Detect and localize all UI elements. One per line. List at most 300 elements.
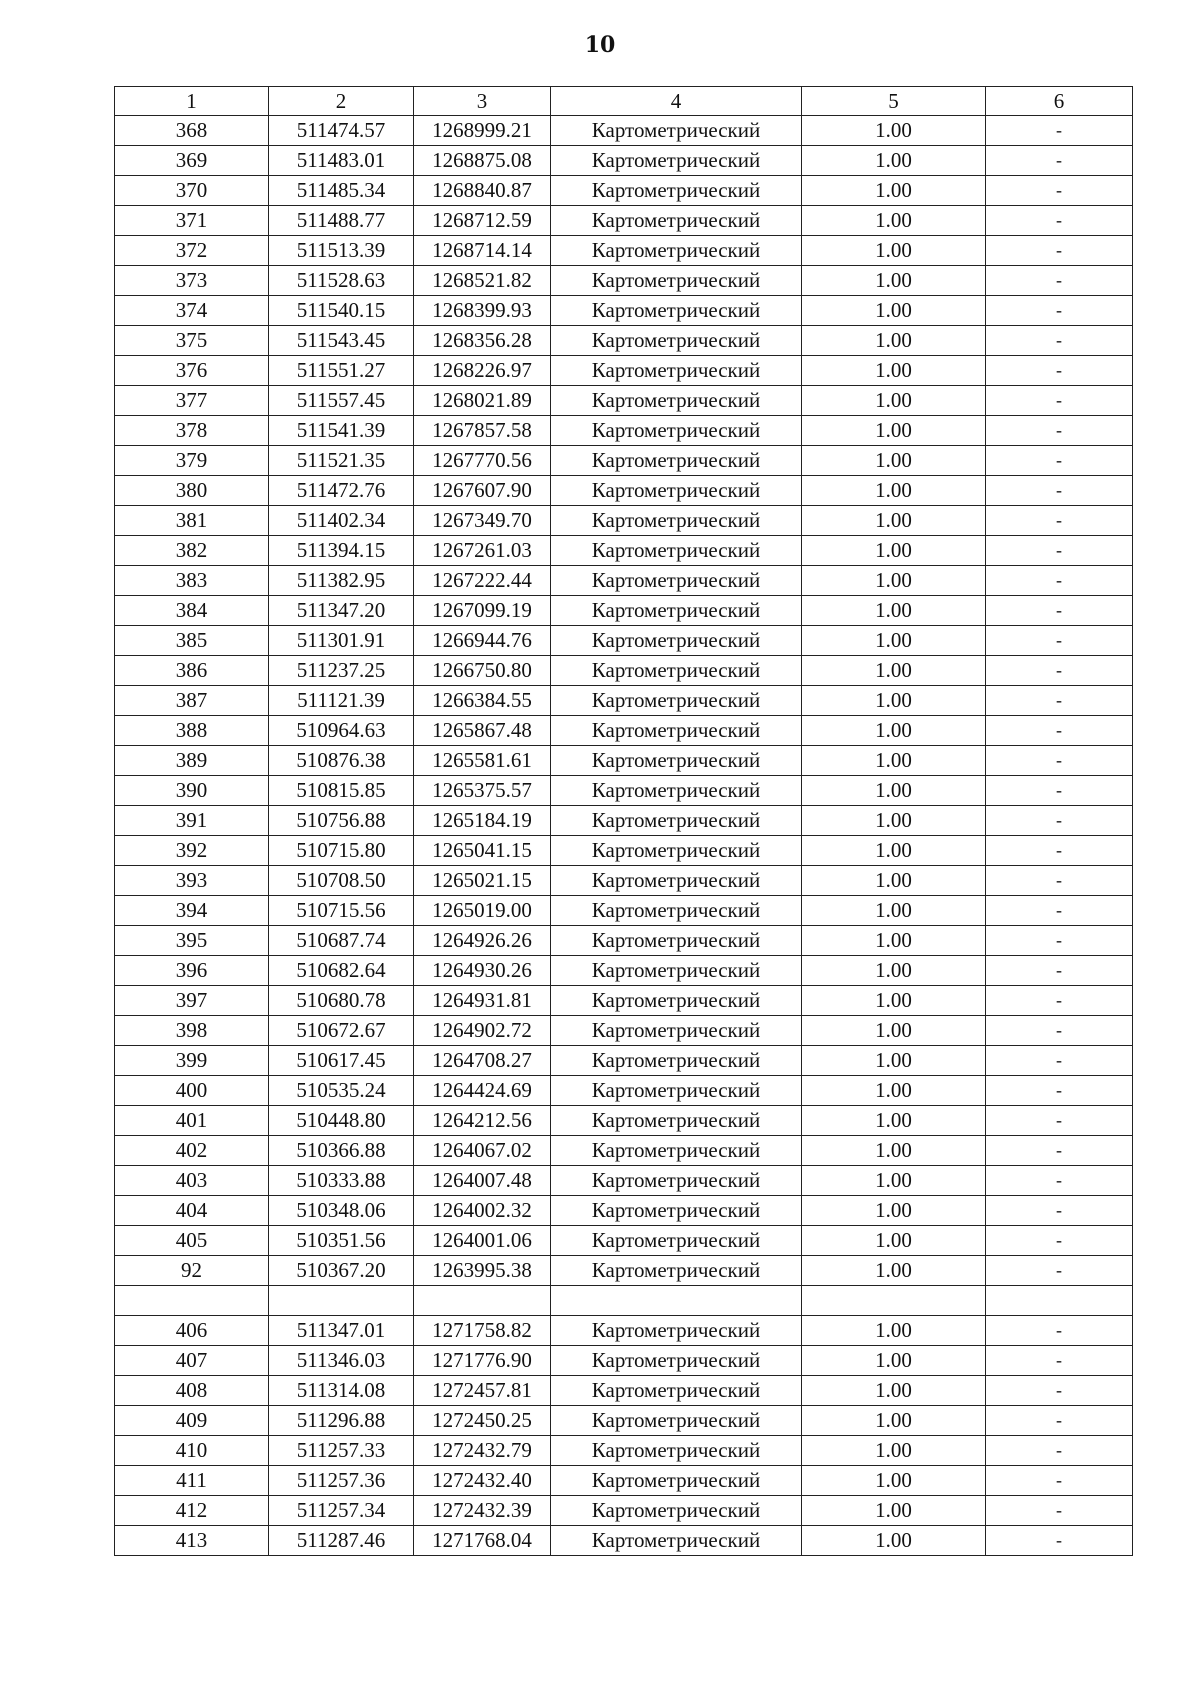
description-cell: -: [986, 896, 1133, 926]
description-cell: -: [986, 296, 1133, 326]
y-coordinate-cell: 1267607.90: [414, 476, 551, 506]
description-cell: -: [986, 746, 1133, 776]
column-header: 6: [986, 87, 1133, 116]
accuracy-cell: 1.00: [802, 986, 986, 1016]
table-row: [115, 1436, 1133, 1466]
x-coordinate-cell: 510964.63: [269, 716, 414, 746]
x-coordinate-cell: 511257.34: [269, 1496, 414, 1526]
accuracy-cell: 1.00: [802, 506, 986, 536]
method-cell: Картометрический: [551, 266, 802, 296]
x-coordinate-cell: 510448.80: [269, 1106, 414, 1136]
method-cell: Картометрический: [551, 566, 802, 596]
accuracy-cell: 1.00: [802, 1496, 986, 1526]
x-coordinate-cell: 511257.33: [269, 1436, 414, 1466]
point-number-cell: 409: [115, 1406, 269, 1436]
description-cell: -: [986, 956, 1133, 986]
y-coordinate-cell: 1264007.48: [414, 1166, 551, 1196]
method-cell: Картометрический: [551, 716, 802, 746]
accuracy-cell: 1.00: [802, 1076, 986, 1106]
x-coordinate-cell: 510617.45: [269, 1046, 414, 1076]
y-coordinate-cell: 1271758.82: [414, 1316, 551, 1346]
y-coordinate-cell: 1267261.03: [414, 536, 551, 566]
description-cell: -: [986, 146, 1133, 176]
accuracy-cell: 1.00: [802, 146, 986, 176]
point-number-cell: 401: [115, 1106, 269, 1136]
method-cell: Картометрический: [551, 446, 802, 476]
y-coordinate-cell: 1264902.72: [414, 1016, 551, 1046]
table-row: [115, 806, 1133, 836]
table-row: [115, 416, 1133, 446]
x-coordinate-cell: 510348.06: [269, 1196, 414, 1226]
accuracy-cell: 1.00: [802, 386, 986, 416]
point-number-cell: 370: [115, 176, 269, 206]
method-cell: Картометрический: [551, 1436, 802, 1466]
accuracy-cell: 1.00: [802, 806, 986, 836]
y-coordinate-cell: 1265019.00: [414, 896, 551, 926]
description-cell: -: [986, 476, 1133, 506]
x-coordinate-cell: 511485.34: [269, 176, 414, 206]
point-number-cell: 381: [115, 506, 269, 536]
x-coordinate-cell: 511402.34: [269, 506, 414, 536]
y-coordinate-cell: 1264931.81: [414, 986, 551, 1016]
point-number-cell: 397: [115, 986, 269, 1016]
point-number-cell: 395: [115, 926, 269, 956]
accuracy-cell: 1.00: [802, 956, 986, 986]
y-coordinate-cell: 1268714.14: [414, 236, 551, 266]
y-coordinate-cell: 1264930.26: [414, 956, 551, 986]
y-coordinate-cell: 1272432.39: [414, 1496, 551, 1526]
description-cell: -: [986, 416, 1133, 446]
y-coordinate-cell: 1267349.70: [414, 506, 551, 536]
point-number-cell: 404: [115, 1196, 269, 1226]
point-number-cell: 407: [115, 1346, 269, 1376]
y-coordinate-cell: 1272432.40: [414, 1466, 551, 1496]
accuracy-cell: 1.00: [802, 1316, 986, 1346]
description-cell: -: [986, 236, 1133, 266]
table-row: [115, 566, 1133, 596]
description-cell: -: [986, 1196, 1133, 1226]
point-number-cell: 389: [115, 746, 269, 776]
description-cell: -: [986, 176, 1133, 206]
accuracy-cell: 1.00: [802, 1136, 986, 1166]
method-cell: Картометрический: [551, 1406, 802, 1436]
y-coordinate-cell: 1264708.27: [414, 1046, 551, 1076]
y-coordinate-cell: [414, 1286, 551, 1316]
accuracy-cell: 1.00: [802, 536, 986, 566]
accuracy-cell: 1.00: [802, 566, 986, 596]
x-coordinate-cell: 510876.38: [269, 746, 414, 776]
accuracy-cell: 1.00: [802, 686, 986, 716]
x-coordinate-cell: 510535.24: [269, 1076, 414, 1106]
method-cell: Картометрический: [551, 776, 802, 806]
x-coordinate-cell: 511483.01: [269, 146, 414, 176]
table-row: [115, 476, 1133, 506]
point-number-cell: 378: [115, 416, 269, 446]
table-row: [115, 176, 1133, 206]
table-row: [115, 1466, 1133, 1496]
description-cell: -: [986, 446, 1133, 476]
point-number-cell: 410: [115, 1436, 269, 1466]
method-cell: Картометрический: [551, 1166, 802, 1196]
method-cell: Картометрический: [551, 686, 802, 716]
accuracy-cell: 1.00: [802, 776, 986, 806]
accuracy-cell: 1.00: [802, 446, 986, 476]
point-number-cell: 396: [115, 956, 269, 986]
accuracy-cell: 1.00: [802, 716, 986, 746]
y-coordinate-cell: 1264212.56: [414, 1106, 551, 1136]
method-cell: Картометрический: [551, 236, 802, 266]
x-coordinate-cell: 511296.88: [269, 1406, 414, 1436]
method-cell: Картометрический: [551, 1106, 802, 1136]
accuracy-cell: 1.00: [802, 1466, 986, 1496]
method-cell: Картометрический: [551, 116, 802, 146]
x-coordinate-cell: 510687.74: [269, 926, 414, 956]
point-number-cell: 399: [115, 1046, 269, 1076]
y-coordinate-cell: 1267770.56: [414, 446, 551, 476]
point-number-cell: 413: [115, 1526, 269, 1556]
table-row: [115, 866, 1133, 896]
point-number-cell: 377: [115, 386, 269, 416]
table-row: [115, 986, 1133, 1016]
point-number-cell: 375: [115, 326, 269, 356]
y-coordinate-cell: 1265021.15: [414, 866, 551, 896]
y-coordinate-cell: 1268840.87: [414, 176, 551, 206]
point-number-cell: 368: [115, 116, 269, 146]
x-coordinate-cell: 510351.56: [269, 1226, 414, 1256]
description-cell: -: [986, 566, 1133, 596]
x-coordinate-cell: 510333.88: [269, 1166, 414, 1196]
x-coordinate-cell: 511287.46: [269, 1526, 414, 1556]
point-number-cell: 371: [115, 206, 269, 236]
point-number-cell: 412: [115, 1496, 269, 1526]
accuracy-cell: 1.00: [802, 866, 986, 896]
point-number-cell: 411: [115, 1466, 269, 1496]
method-cell: Картометрический: [551, 596, 802, 626]
point-number-cell: 393: [115, 866, 269, 896]
column-header: 4: [551, 87, 802, 116]
point-number-cell: 384: [115, 596, 269, 626]
description-cell: -: [986, 266, 1133, 296]
table-row: [115, 1526, 1133, 1556]
table-row: [115, 506, 1133, 536]
description-cell: -: [986, 776, 1133, 806]
y-coordinate-cell: 1264424.69: [414, 1076, 551, 1106]
accuracy-cell: 1.00: [802, 266, 986, 296]
description-cell: -: [986, 1496, 1133, 1526]
accuracy-cell: 1.00: [802, 356, 986, 386]
x-coordinate-cell: 510756.88: [269, 806, 414, 836]
description-cell: -: [986, 1376, 1133, 1406]
accuracy-cell: 1.00: [802, 746, 986, 776]
point-number-cell: 376: [115, 356, 269, 386]
y-coordinate-cell: 1266750.80: [414, 656, 551, 686]
accuracy-cell: 1.00: [802, 1526, 986, 1556]
accuracy-cell: [802, 1286, 986, 1316]
point-number-cell: 383: [115, 566, 269, 596]
column-header: 1: [115, 87, 269, 116]
table-row: [115, 1346, 1133, 1376]
x-coordinate-cell: 510815.85: [269, 776, 414, 806]
method-cell: Картометрический: [551, 1466, 802, 1496]
x-coordinate-cell: 511474.57: [269, 116, 414, 146]
description-cell: -: [986, 116, 1133, 146]
table-row: [115, 836, 1133, 866]
coordinates-table: [114, 86, 1133, 1556]
point-number-cell: 92: [115, 1256, 269, 1286]
method-cell: Картометрический: [551, 1376, 802, 1406]
point-number-cell: 372: [115, 236, 269, 266]
table-row: [115, 1286, 1133, 1316]
method-cell: Картометрический: [551, 1046, 802, 1076]
point-number-cell: 391: [115, 806, 269, 836]
point-number-cell: 374: [115, 296, 269, 326]
method-cell: Картометрический: [551, 1256, 802, 1286]
method-cell: Картометрический: [551, 206, 802, 236]
method-cell: Картометрический: [551, 1526, 802, 1556]
table-row: [115, 716, 1133, 746]
point-number-cell: 398: [115, 1016, 269, 1046]
y-coordinate-cell: 1267099.19: [414, 596, 551, 626]
method-cell: [551, 1286, 802, 1316]
table-row: [115, 206, 1133, 236]
table-row: [115, 1196, 1133, 1226]
method-cell: Картометрический: [551, 896, 802, 926]
method-cell: Картометрический: [551, 1196, 802, 1226]
y-coordinate-cell: 1265581.61: [414, 746, 551, 776]
accuracy-cell: 1.00: [802, 1166, 986, 1196]
table-row: [115, 656, 1133, 686]
table-row: [115, 776, 1133, 806]
method-cell: Картометрический: [551, 536, 802, 566]
y-coordinate-cell: 1263995.38: [414, 1256, 551, 1286]
method-cell: Картометрический: [551, 356, 802, 386]
table-row: [115, 686, 1133, 716]
y-coordinate-cell: 1265867.48: [414, 716, 551, 746]
point-number-cell: 369: [115, 146, 269, 176]
description-cell: -: [986, 1226, 1133, 1256]
description-cell: -: [986, 1346, 1133, 1376]
x-coordinate-cell: 511557.45: [269, 386, 414, 416]
table-row: [115, 1046, 1133, 1076]
method-cell: Картометрический: [551, 626, 802, 656]
x-coordinate-cell: 510672.67: [269, 1016, 414, 1046]
y-coordinate-cell: 1268712.59: [414, 206, 551, 236]
x-coordinate-cell: [269, 1286, 414, 1316]
table-row: [115, 536, 1133, 566]
method-cell: Картометрический: [551, 956, 802, 986]
table-row: [115, 1376, 1133, 1406]
y-coordinate-cell: 1264926.26: [414, 926, 551, 956]
x-coordinate-cell: 510715.80: [269, 836, 414, 866]
table-row: [115, 296, 1133, 326]
point-number-cell: 402: [115, 1136, 269, 1166]
accuracy-cell: 1.00: [802, 416, 986, 446]
y-coordinate-cell: 1272432.79: [414, 1436, 551, 1466]
point-number-cell: 388: [115, 716, 269, 746]
x-coordinate-cell: 511543.45: [269, 326, 414, 356]
description-cell: -: [986, 626, 1133, 656]
method-cell: Картометрический: [551, 1016, 802, 1046]
table-row: [115, 446, 1133, 476]
accuracy-cell: 1.00: [802, 116, 986, 146]
accuracy-cell: 1.00: [802, 1016, 986, 1046]
description-cell: -: [986, 1076, 1133, 1106]
method-cell: Картометрический: [551, 506, 802, 536]
x-coordinate-cell: 510682.64: [269, 956, 414, 986]
accuracy-cell: 1.00: [802, 1346, 986, 1376]
description-cell: -: [986, 716, 1133, 746]
x-coordinate-cell: 511121.39: [269, 686, 414, 716]
method-cell: Картометрический: [551, 476, 802, 506]
table-row: [115, 386, 1133, 416]
accuracy-cell: 1.00: [802, 476, 986, 506]
point-number-cell: 385: [115, 626, 269, 656]
y-coordinate-cell: 1267857.58: [414, 416, 551, 446]
x-coordinate-cell: 511521.35: [269, 446, 414, 476]
table-row: [115, 956, 1133, 986]
table-row: [115, 926, 1133, 956]
method-cell: Картометрический: [551, 746, 802, 776]
accuracy-cell: 1.00: [802, 176, 986, 206]
accuracy-cell: 1.00: [802, 1106, 986, 1136]
point-number-cell: 406: [115, 1316, 269, 1346]
point-number-cell: 392: [115, 836, 269, 866]
x-coordinate-cell: 511237.25: [269, 656, 414, 686]
y-coordinate-cell: 1264001.06: [414, 1226, 551, 1256]
method-cell: Картометрический: [551, 296, 802, 326]
method-cell: Картометрический: [551, 176, 802, 206]
table-body: [115, 116, 1133, 1556]
description-cell: -: [986, 1256, 1133, 1286]
accuracy-cell: 1.00: [802, 1406, 986, 1436]
method-cell: Картометрический: [551, 326, 802, 356]
x-coordinate-cell: 511513.39: [269, 236, 414, 266]
description-cell: -: [986, 686, 1133, 716]
point-number-cell: 382: [115, 536, 269, 566]
accuracy-cell: 1.00: [802, 296, 986, 326]
x-coordinate-cell: 510680.78: [269, 986, 414, 1016]
y-coordinate-cell: 1265375.57: [414, 776, 551, 806]
method-cell: Картометрический: [551, 1076, 802, 1106]
description-cell: -: [986, 656, 1133, 686]
x-coordinate-cell: 511346.03: [269, 1346, 414, 1376]
y-coordinate-cell: 1268999.21: [414, 116, 551, 146]
table-row: [115, 1496, 1133, 1526]
accuracy-cell: 1.00: [802, 656, 986, 686]
point-number-cell: 373: [115, 266, 269, 296]
x-coordinate-cell: 510366.88: [269, 1136, 414, 1166]
column-header: 2: [269, 87, 414, 116]
description-cell: -: [986, 1466, 1133, 1496]
table-row: [115, 1406, 1133, 1436]
description-cell: -: [986, 596, 1133, 626]
x-coordinate-cell: 511472.76: [269, 476, 414, 506]
x-coordinate-cell: 511314.08: [269, 1376, 414, 1406]
description-cell: -: [986, 836, 1133, 866]
y-coordinate-cell: 1265041.15: [414, 836, 551, 866]
point-number-cell: 408: [115, 1376, 269, 1406]
y-coordinate-cell: 1268021.89: [414, 386, 551, 416]
table-row: [115, 236, 1133, 266]
method-cell: Картометрический: [551, 926, 802, 956]
y-coordinate-cell: 1268875.08: [414, 146, 551, 176]
point-number-cell: 403: [115, 1166, 269, 1196]
description-cell: -: [986, 926, 1133, 956]
description-cell: -: [986, 1136, 1133, 1166]
table-row: [115, 1256, 1133, 1286]
method-cell: Картометрический: [551, 986, 802, 1016]
accuracy-cell: 1.00: [802, 1436, 986, 1466]
y-coordinate-cell: 1271768.04: [414, 1526, 551, 1556]
column-header: 3: [414, 87, 551, 116]
y-coordinate-cell: 1264002.32: [414, 1196, 551, 1226]
method-cell: Картометрический: [551, 386, 802, 416]
point-number-cell: 386: [115, 656, 269, 686]
y-coordinate-cell: 1267222.44: [414, 566, 551, 596]
method-cell: Картометрический: [551, 1496, 802, 1526]
x-coordinate-cell: 511347.20: [269, 596, 414, 626]
point-number-cell: 390: [115, 776, 269, 806]
x-coordinate-cell: 511257.36: [269, 1466, 414, 1496]
x-coordinate-cell: 511488.77: [269, 206, 414, 236]
table-row: [115, 326, 1133, 356]
description-cell: -: [986, 986, 1133, 1016]
method-cell: Картометрический: [551, 656, 802, 686]
table-row: [115, 1106, 1133, 1136]
x-coordinate-cell: 511382.95: [269, 566, 414, 596]
description-cell: -: [986, 206, 1133, 236]
method-cell: Картометрический: [551, 146, 802, 176]
description-cell: [986, 1286, 1133, 1316]
description-cell: -: [986, 1526, 1133, 1556]
page-number: 10: [584, 32, 616, 58]
table-row: [115, 266, 1133, 296]
x-coordinate-cell: 511541.39: [269, 416, 414, 446]
description-cell: -: [986, 506, 1133, 536]
y-coordinate-cell: 1268521.82: [414, 266, 551, 296]
y-coordinate-cell: 1268356.28: [414, 326, 551, 356]
accuracy-cell: 1.00: [802, 236, 986, 266]
accuracy-cell: 1.00: [802, 206, 986, 236]
point-number-cell: 380: [115, 476, 269, 506]
description-cell: -: [986, 386, 1133, 416]
table-row: [115, 626, 1133, 656]
method-cell: Картометрический: [551, 1226, 802, 1256]
y-coordinate-cell: 1264067.02: [414, 1136, 551, 1166]
description-cell: -: [986, 1016, 1133, 1046]
y-coordinate-cell: 1268399.93: [414, 296, 551, 326]
description-cell: -: [986, 326, 1133, 356]
table-row: [115, 1136, 1133, 1166]
y-coordinate-cell: 1266944.76: [414, 626, 551, 656]
header-row: [115, 87, 1133, 116]
point-number-cell: 394: [115, 896, 269, 926]
x-coordinate-cell: 511551.27: [269, 356, 414, 386]
table-row: [115, 356, 1133, 386]
x-coordinate-cell: 510367.20: [269, 1256, 414, 1286]
description-cell: -: [986, 1316, 1133, 1346]
accuracy-cell: 1.00: [802, 326, 986, 356]
description-cell: -: [986, 806, 1133, 836]
accuracy-cell: 1.00: [802, 836, 986, 866]
method-cell: Картометрический: [551, 416, 802, 446]
description-cell: -: [986, 356, 1133, 386]
x-coordinate-cell: 511394.15: [269, 536, 414, 566]
accuracy-cell: 1.00: [802, 1196, 986, 1226]
table-row: [115, 896, 1133, 926]
y-coordinate-cell: 1272450.25: [414, 1406, 551, 1436]
column-header: 5: [802, 87, 986, 116]
